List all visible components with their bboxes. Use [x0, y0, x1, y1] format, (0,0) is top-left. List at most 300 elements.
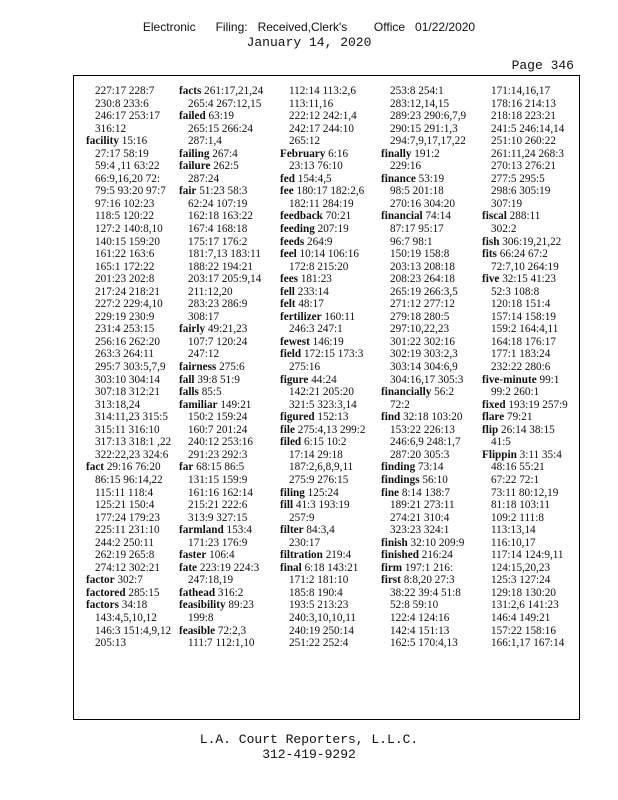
index-term: feasibility [179, 599, 226, 612]
page-line-refs: 263:3 264:11 [95, 348, 154, 361]
index-term: file [280, 423, 295, 436]
index-entry [179, 587, 275, 600]
page-line-refs: 261:11,24 268:3 [491, 147, 564, 160]
index-term: facts [179, 85, 202, 97]
index-entry [482, 198, 578, 211]
index-term: finally [381, 147, 412, 160]
index-entry [179, 562, 275, 575]
index-entry [280, 574, 376, 587]
index-entry [179, 210, 275, 223]
page-line-refs: 287:24 [188, 172, 220, 185]
index-term: finance [381, 172, 416, 185]
index-entry [86, 123, 182, 136]
page-line-refs: 197:1 216: [404, 561, 454, 574]
index-entry [381, 424, 477, 437]
index-entry [86, 323, 182, 336]
index-entry [381, 85, 477, 98]
index-entry [86, 85, 182, 98]
index-entry [280, 549, 376, 562]
page-line-refs: 246:17 253:17 [95, 110, 160, 123]
page-line-refs: 72:2 [390, 398, 410, 411]
page-line-refs: 270:13 276:21 [491, 160, 556, 173]
page-line-refs: 306:19,21,22 [502, 235, 562, 248]
index-entry [381, 461, 477, 474]
page-line-refs: 107:7 120:24 [188, 335, 248, 348]
index-entry [381, 298, 477, 311]
index-term: feeds [280, 235, 305, 248]
page-line-refs: 3:11 35:4 [519, 448, 562, 461]
index-entry [86, 449, 182, 462]
page-line-refs: 302:19 303:2,3 [390, 348, 458, 361]
page-line-refs: 219:4 [325, 549, 352, 562]
index-term: farmland [179, 524, 224, 537]
page-line-refs: 277:5 295:5 [491, 172, 545, 185]
page-line-refs: 216:24 [421, 549, 453, 562]
index-entry [381, 512, 477, 525]
index-entry [86, 487, 182, 500]
index-entry [482, 574, 578, 587]
index-entry [179, 411, 275, 424]
page-line-refs: 74:14 [425, 210, 451, 223]
index-term: finding [381, 461, 416, 474]
index-term: filed [280, 436, 302, 449]
page-line-refs: 72:7,10 264:19 [491, 260, 559, 273]
index-term: fertilizer [280, 310, 322, 323]
page-line-refs: 67:22 72:1 [491, 473, 540, 486]
page-line-refs: 223:19 224:3 [199, 561, 260, 574]
page-line-refs: 143:4,5,10,12 [95, 611, 157, 624]
index-entry [482, 348, 578, 361]
page-line-refs: 118:5 120:22 [95, 210, 154, 223]
index-term: figure [280, 373, 309, 386]
index-term: financially [381, 386, 432, 399]
page-line-refs: 227:17 228:7 [95, 85, 155, 97]
page-line-refs: 290:15 291:1,3 [390, 122, 458, 135]
index-term: feel [280, 248, 297, 261]
page-line-refs: 275:4,13 299:2 [297, 423, 366, 436]
index-entry [482, 85, 578, 98]
page-line-refs: 283:12,14,15 [390, 97, 450, 110]
index-entry [179, 298, 275, 311]
page-line-refs: 161:16 162:14 [188, 486, 253, 499]
index-entry [381, 474, 477, 487]
page-line-refs: 302:2 [491, 223, 517, 236]
page-line-refs: 267:4 [212, 147, 238, 160]
index-entry [86, 173, 182, 186]
index-term: financial [381, 210, 423, 223]
page-line-refs: 15:16 [121, 135, 148, 148]
index-entry [381, 436, 477, 449]
page-line-refs: 157:14 158:19 [491, 310, 556, 323]
index-term: factored [86, 586, 126, 599]
index-entry [179, 185, 275, 198]
index-entry [179, 148, 275, 161]
index-entry [280, 361, 376, 374]
page-line-refs: 302:7 [117, 574, 143, 587]
index-entry [381, 562, 477, 575]
index-entry [381, 148, 477, 161]
index-entry [381, 210, 477, 223]
index-entry [482, 311, 578, 324]
page-line-refs: 240:3,10,10,11 [289, 611, 357, 624]
index-term: fact [86, 461, 105, 474]
index-entry [179, 286, 275, 299]
page-line-refs: 322:22,23 324:6 [95, 448, 169, 461]
page-line-refs: 240:19 250:14 [289, 624, 354, 637]
index-entry [86, 336, 182, 349]
index-entry [86, 524, 182, 537]
page-line-refs: 165:1 172:22 [95, 260, 155, 273]
page-line-refs: 48:16 55:21 [491, 461, 545, 474]
page-line-refs: 294:7,9,17,17,22 [390, 135, 466, 148]
page-line-refs: 154:4,5 [297, 172, 332, 185]
index-entry [482, 261, 578, 274]
index-entry [482, 599, 578, 612]
page-line-refs: 79:5 93:20 97:7 [95, 185, 166, 198]
index-entry [280, 474, 376, 487]
page-line-refs: 150:19 158:8 [390, 248, 450, 261]
index-entry [280, 98, 376, 111]
page-line-refs: 66:9,16,20 72: [95, 172, 160, 185]
page-line-refs: 316:2 [217, 586, 244, 599]
page-line-refs: 317:13 318:1 ,22 [95, 436, 172, 449]
index-term: faster [179, 549, 207, 562]
page-line-refs: 32:10 209:9 [410, 536, 465, 549]
page-line-refs: 32:18 103:20 [403, 411, 463, 424]
page-line-refs: 262:5 [213, 160, 239, 173]
page-line-refs: 321:5 323:3,14 [289, 398, 357, 411]
index-term: findings [381, 473, 420, 486]
page-line-refs: 125:24 [307, 486, 339, 499]
page-line-refs: 178:16 214:13 [491, 97, 556, 110]
page-line-refs: 81:18 103:11 [491, 499, 550, 512]
page-line-refs: 211:12,20 [188, 285, 233, 298]
page-line-refs: 316:12 [95, 122, 127, 135]
index-entry [179, 348, 275, 361]
page-line-refs: 131:2,6 141:23 [491, 599, 559, 612]
index-entry [280, 374, 376, 387]
index-entry [381, 399, 477, 412]
page-line-refs: 113:13,14 [491, 524, 536, 537]
index-entry [280, 461, 376, 474]
index-entry [86, 98, 182, 111]
page-line-refs: 218:18 223:21 [491, 110, 556, 123]
index-entry [381, 637, 477, 650]
index-entry [482, 461, 578, 474]
index-entry [381, 110, 477, 123]
page-line-refs: 265:15 266:24 [188, 122, 253, 135]
page-line-refs: 8:8,20 27:3 [403, 574, 455, 587]
index-term: field [280, 348, 302, 361]
index-entry [482, 424, 578, 437]
index-entry [280, 411, 376, 424]
page-line-refs: 314:11,23 315:5 [95, 411, 168, 424]
index-entry [482, 549, 578, 562]
index-entry [482, 399, 578, 412]
index-entry [280, 386, 376, 399]
index-entry [381, 236, 477, 249]
page-line-refs: 203:13 208:18 [390, 260, 455, 273]
transcript-date: January 14, 2020 [246, 35, 372, 50]
page-line-refs: 240:12 253:16 [188, 436, 253, 449]
page-line-refs: 125:3 127:24 [491, 574, 551, 587]
page-line-refs: 98:5 201:18 [390, 185, 444, 198]
page-line-refs: 115:11 118:4 [95, 486, 154, 499]
index-entry [482, 336, 578, 349]
index-entry [381, 612, 477, 625]
page-line-refs: 303:14 304:6,9 [390, 361, 458, 374]
page-line-refs: 227:2 229:4,10 [95, 298, 163, 311]
index-term: firm [381, 561, 403, 574]
index-entry [86, 461, 182, 474]
page-line-refs: 191:2 [414, 147, 440, 160]
index-term: filter [280, 524, 304, 537]
reporter-name: L.A. Court Reporters, L.L.C. [199, 732, 419, 747]
index-entry [482, 537, 578, 550]
index-term: failed [179, 110, 206, 123]
index-entry [280, 298, 376, 311]
index-term: fiscal [482, 210, 507, 223]
index-term: February [280, 147, 326, 160]
page-line-refs: 86:15 96:14,22 [95, 473, 163, 486]
page-line-refs: 230:8 233:6 [95, 97, 149, 110]
page-line-refs: 275:16 [289, 361, 321, 374]
page-line-refs: 117:14 124:9,11 [491, 549, 564, 562]
page-line-refs: 59:4 ,11 63:22 [95, 160, 160, 173]
index-entry [86, 298, 182, 311]
page-line-refs: 160:11 [324, 310, 356, 323]
page-line-refs: 109:2 111:8 [491, 511, 544, 524]
index-entry [179, 612, 275, 625]
page-line-refs: 124:15,20,23 [491, 561, 551, 574]
index-entry [482, 361, 578, 374]
page-line-refs: 181:23 [300, 273, 332, 286]
index-term: first [381, 574, 401, 587]
page-line-refs: 180:17 182:2,6 [296, 185, 365, 198]
index-term: fairly [179, 323, 206, 336]
index-entry [179, 549, 275, 562]
index-entry [482, 449, 578, 462]
index-entry [381, 323, 477, 336]
page-line-refs: 185:8 190:4 [289, 586, 343, 599]
page-line-refs: 295:7 303:5,7,9 [95, 361, 166, 374]
index-entry [482, 499, 578, 512]
page-line-refs: 187:2,6,8,9,11 [289, 461, 354, 474]
page-line-refs: 303:10 304:14 [95, 373, 160, 386]
index-entry [482, 625, 578, 638]
index-entry [179, 474, 275, 487]
page-line-refs: 153:22 226:13 [390, 423, 455, 436]
index-entry [381, 123, 477, 136]
index-entry [280, 537, 376, 550]
index-column [86, 85, 182, 650]
index-entry [381, 524, 477, 537]
index-entry [179, 336, 275, 349]
index-entry [179, 273, 275, 286]
index-entry [179, 261, 275, 274]
page-line-refs: 127:2 140:8,10 [95, 223, 163, 236]
page-line-refs: 308:17 [188, 310, 220, 323]
page-line-refs: 208:23 264:18 [390, 273, 455, 286]
page-line-refs: 152:13 [317, 411, 349, 424]
page-line-refs: 307:19 [491, 197, 523, 210]
index-entry [482, 436, 578, 449]
index-term: fair [179, 185, 197, 198]
page-line-refs: 122:4 124:16 [390, 611, 450, 624]
index-entry [280, 311, 376, 324]
page-line-refs: 29:16 76:20 [106, 461, 161, 474]
page-line-refs: 149:21 [220, 398, 252, 411]
index-entry [86, 374, 182, 387]
index-term: five [482, 273, 500, 286]
page-line-refs: 160:7 201:24 [188, 423, 248, 436]
page-line-refs: 230:17 [289, 536, 321, 549]
page-line-refs: 49:21,23 [207, 323, 248, 336]
index-entry [482, 474, 578, 487]
page-line-refs: 162:5 170:4,13 [390, 637, 458, 650]
index-entry [381, 587, 477, 600]
page-line-refs: 251:10 260:22 [491, 135, 556, 148]
index-entry [179, 399, 275, 412]
page-line-refs: 63:19 [208, 110, 235, 123]
filing-stamp: Electronic Filing: Received,Clerk's Office 01/22/2020 [142, 20, 476, 34]
page-line-refs: 313:18,24 [95, 398, 141, 411]
page-line-refs: 56:2 [434, 386, 455, 399]
page-line-refs: 288:11 [509, 210, 541, 223]
index-entry [86, 210, 182, 223]
index-entry [86, 562, 182, 575]
index-entry [86, 148, 182, 161]
page-line-refs: 142:21 205:20 [289, 386, 354, 399]
index-entry [280, 587, 376, 600]
page-line-refs: 177:1 183:24 [491, 348, 551, 361]
index-entry [179, 461, 275, 474]
index-entry [280, 123, 376, 136]
page-line-refs: 38:22 39:4 51:8 [390, 586, 461, 599]
page-line-refs: 225:11 231:10 [95, 524, 160, 537]
index-entry [381, 549, 477, 562]
reporter-phone: 312-419-9292 [262, 747, 356, 762]
page-line-refs: 231:4 253:15 [95, 323, 155, 336]
index-term: far [179, 461, 194, 474]
page-line-refs: 150:2 159:24 [188, 411, 248, 424]
index-term: factors [86, 599, 119, 612]
index-term: failure [179, 160, 211, 173]
page-line-refs: 265:12 [289, 135, 321, 148]
page-line-refs: 48:17 [298, 298, 324, 311]
index-entry [86, 110, 182, 123]
index-entry [482, 248, 578, 261]
index-entry [179, 524, 275, 537]
index-entry [179, 123, 275, 136]
index-entry [482, 185, 578, 198]
index-entry [280, 173, 376, 186]
page-line-refs: 146:19 [312, 335, 344, 348]
index-term: feasible [179, 624, 216, 637]
page-line-refs: 229:19 230:9 [95, 310, 155, 323]
index-term: flare [482, 411, 505, 424]
page-line-refs: 315:11 316:10 [95, 423, 160, 436]
page-line-refs: 56:10 [422, 473, 448, 486]
page-line-refs: 298:6 305:19 [491, 185, 551, 198]
page-line-refs: 172:8 215:20 [289, 260, 349, 273]
index-term: filtration [280, 549, 323, 562]
index-entry [179, 198, 275, 211]
index-entry [482, 386, 578, 399]
index-entry [280, 160, 376, 173]
index-entry [381, 173, 477, 186]
page-line-refs: 203:17 205:9,14 [188, 273, 262, 286]
index-entry [179, 248, 275, 261]
index-entry [280, 637, 376, 650]
index-term: final [280, 561, 302, 574]
index-entry [86, 198, 182, 211]
page-line-refs: 52:8 59:10 [390, 599, 439, 612]
index-entry [482, 160, 578, 173]
index-entry [381, 185, 477, 198]
page-line-refs: 189:21 273:11 [390, 499, 455, 512]
index-entry [482, 411, 578, 424]
index-term: feeding [280, 223, 315, 236]
page-line-refs: 140:15 159:20 [95, 235, 160, 248]
page-line-refs: 166:1,17 167:14 [491, 637, 565, 650]
index-term: felt [280, 298, 296, 311]
page-line-refs: 242:17 244:10 [289, 122, 354, 135]
page-line-refs: 247:18,19 [188, 574, 234, 587]
index-entry [381, 599, 477, 612]
index-entry [280, 524, 376, 537]
page-line-refs: 271:12 277:12 [390, 298, 455, 311]
page-line-refs: 193:19 257:9 [508, 398, 568, 411]
page-line-refs: 270:16 304:20 [390, 197, 455, 210]
page-line-refs: 251:22 252:4 [289, 637, 349, 650]
page-number: Page 346 [511, 58, 574, 73]
index-entry [280, 348, 376, 361]
page-line-refs: 304:16,17 305:3 [390, 373, 464, 386]
page-line-refs: 51:23 58:3 [199, 185, 248, 198]
index-entry [179, 323, 275, 336]
index-entry [381, 261, 477, 274]
page-line-refs: 241:5 246:14,14 [491, 122, 565, 135]
index-entry [280, 85, 376, 98]
index-entry [179, 512, 275, 525]
index-entry [381, 625, 477, 638]
index-entry [86, 185, 182, 198]
index-entry [86, 273, 182, 286]
index-entry [86, 311, 182, 324]
index-entry [482, 210, 578, 223]
index-entry [86, 637, 182, 650]
page-line-refs: 262:19 265:8 [95, 549, 155, 562]
index-term: fathead [179, 586, 216, 599]
page-line-refs: 313:9 327:15 [188, 511, 248, 524]
index-entry [381, 286, 477, 299]
index-term: fill [280, 499, 294, 512]
index-entry [280, 499, 376, 512]
index-entry [179, 499, 275, 512]
index-entry [482, 637, 578, 650]
page-line-refs: 26:14 38:15 [500, 423, 555, 436]
page-line-refs: 161:22 163:6 [95, 248, 155, 261]
index-entry [86, 386, 182, 399]
index-term: finish [381, 536, 408, 549]
page-line-refs: 72:2,3 [217, 624, 247, 637]
index-entry [179, 436, 275, 449]
index-entry [482, 323, 578, 336]
index-entry [280, 286, 376, 299]
page-line-refs: 62:24 107:19 [188, 197, 248, 210]
page-line-refs: 217:24 218:21 [95, 285, 160, 298]
